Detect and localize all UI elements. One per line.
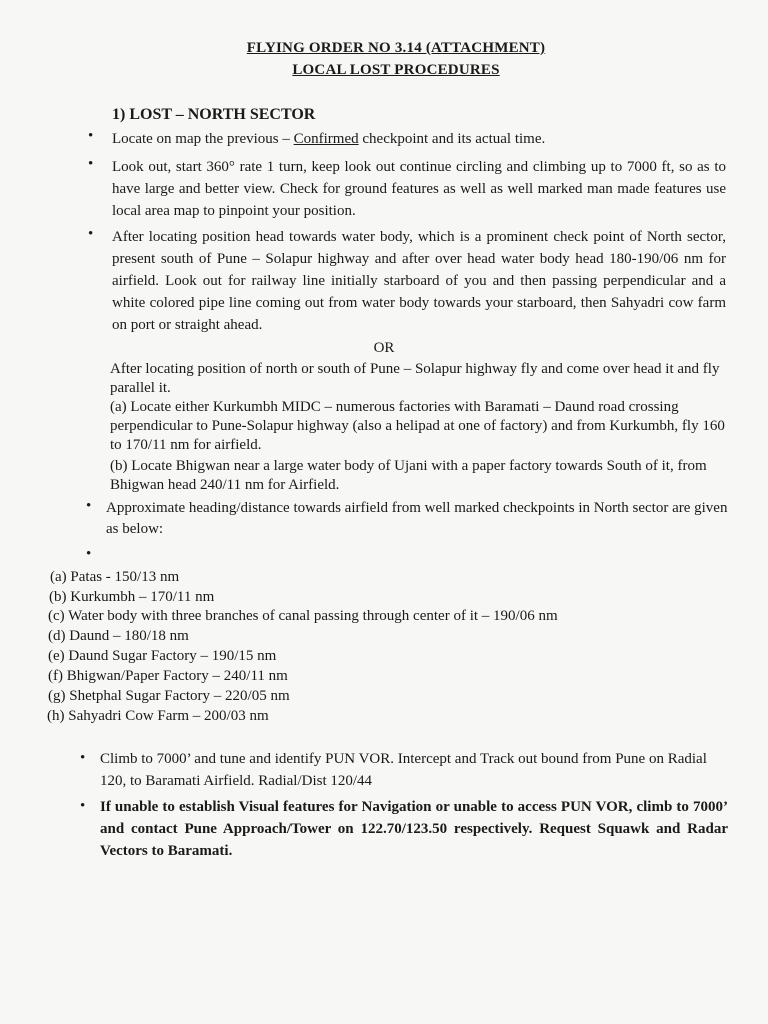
bullet-text-3: After locating position head towards water body, which is a prominent check point of North sector, present south of Pune – Solapur highway and after over head water body head 180-190/06 nm for airfield. Look out for railway line initially starboard of you and then passing perpendicular and a white colored pipe line coming out from water body towards your starboard, then Sahyadri cow farm on port or straight ahead.: [112, 229, 726, 333]
bullet-text-4: Approximate heading/distance towards airfield from well marked checkpoints in North sector are given as below:: [106, 500, 728, 537]
list-item: (b) Kurkumbh – 170/11 nm: [49, 589, 215, 605]
para-a: (a) Locate either Kurkumbh MIDC – numerous factories with Baramati – Daund road crossing perpendicular to Pune-Solapur highway (also a helipad at one of factory) and from Kurkumbh, fly 160 to 170/11 nm for airfield.: [110, 399, 725, 453]
bullet-icon: •: [88, 128, 94, 144]
para-or: After locating position of north or south of Pune – Solapur highway fly and come over head it and fly parallel it.: [110, 361, 720, 396]
bullet-1-suffix: checkpoint and its actual time.: [358, 131, 546, 147]
or-separator: OR: [373, 340, 395, 356]
list-item: (c) Water body with three branches of canal passing through center of it – 190/06 nm: [48, 608, 558, 624]
list-item: (h) Sahyadri Cow Farm – 200/03 nm: [47, 708, 269, 724]
bullet-text-1: [112, 128, 732, 150]
bullet-icon: •: [80, 750, 86, 766]
bullet-icon: •: [88, 156, 94, 172]
bullet-icon: •: [88, 226, 94, 242]
bullet-icon: •: [86, 546, 92, 562]
bullet-icon: •: [86, 498, 92, 514]
bullet-1-prefix: Locate on map the previous –: [112, 131, 294, 147]
para-b: (b) Locate Bhigwan near a large water body of Ujani with a paper factory towards South of it, from Bhigwan head 240/11 nm for Airfield.: [110, 458, 707, 493]
bullet-text-5: Climb to 7000’ and tune and identify PUN VOR. Intercept and Track out bound from Pune on Radial 120, to Baramati Airfield. Radial/Dist 120/44: [100, 751, 707, 789]
section-heading: 1) LOST – NORTH SECTOR: [112, 106, 316, 123]
bullet-icon: •: [80, 798, 86, 814]
bullet-text-2: Look out, start 360° rate 1 turn, keep look out continue circling and climbing up to 7000 ft, so as to have large and better view. Check for ground features as well as well marked man made features use local area map to pinpoint your position.: [112, 159, 726, 219]
list-item: (a) Patas - 150/13 nm: [50, 569, 180, 585]
list-item: (g) Shetphal Sugar Factory – 220/05 nm: [48, 688, 290, 704]
list-item: (f) Bhigwan/Paper Factory – 240/11 nm: [48, 668, 288, 684]
list-item: (e) Daund Sugar Factory – 190/15 nm: [48, 648, 277, 664]
title-line-2: LOCAL LOST PROCEDURES: [292, 62, 500, 78]
list-item: (d) Daund – 180/18 nm: [48, 628, 189, 644]
title-line-1: FLYING ORDER NO 3.14 (ATTACHMENT): [246, 40, 546, 56]
bullet-1-underlined: Confirmed: [293, 131, 359, 147]
bullet-text-6: If unable to establish Visual features for Navigation or unable to access PUN VOR, climb to 7000’ and contact Pune Approach/Tower on 122.70/123.50 respectively. Request Squawk and Radar Vectors to Baramati.: [100, 799, 728, 859]
